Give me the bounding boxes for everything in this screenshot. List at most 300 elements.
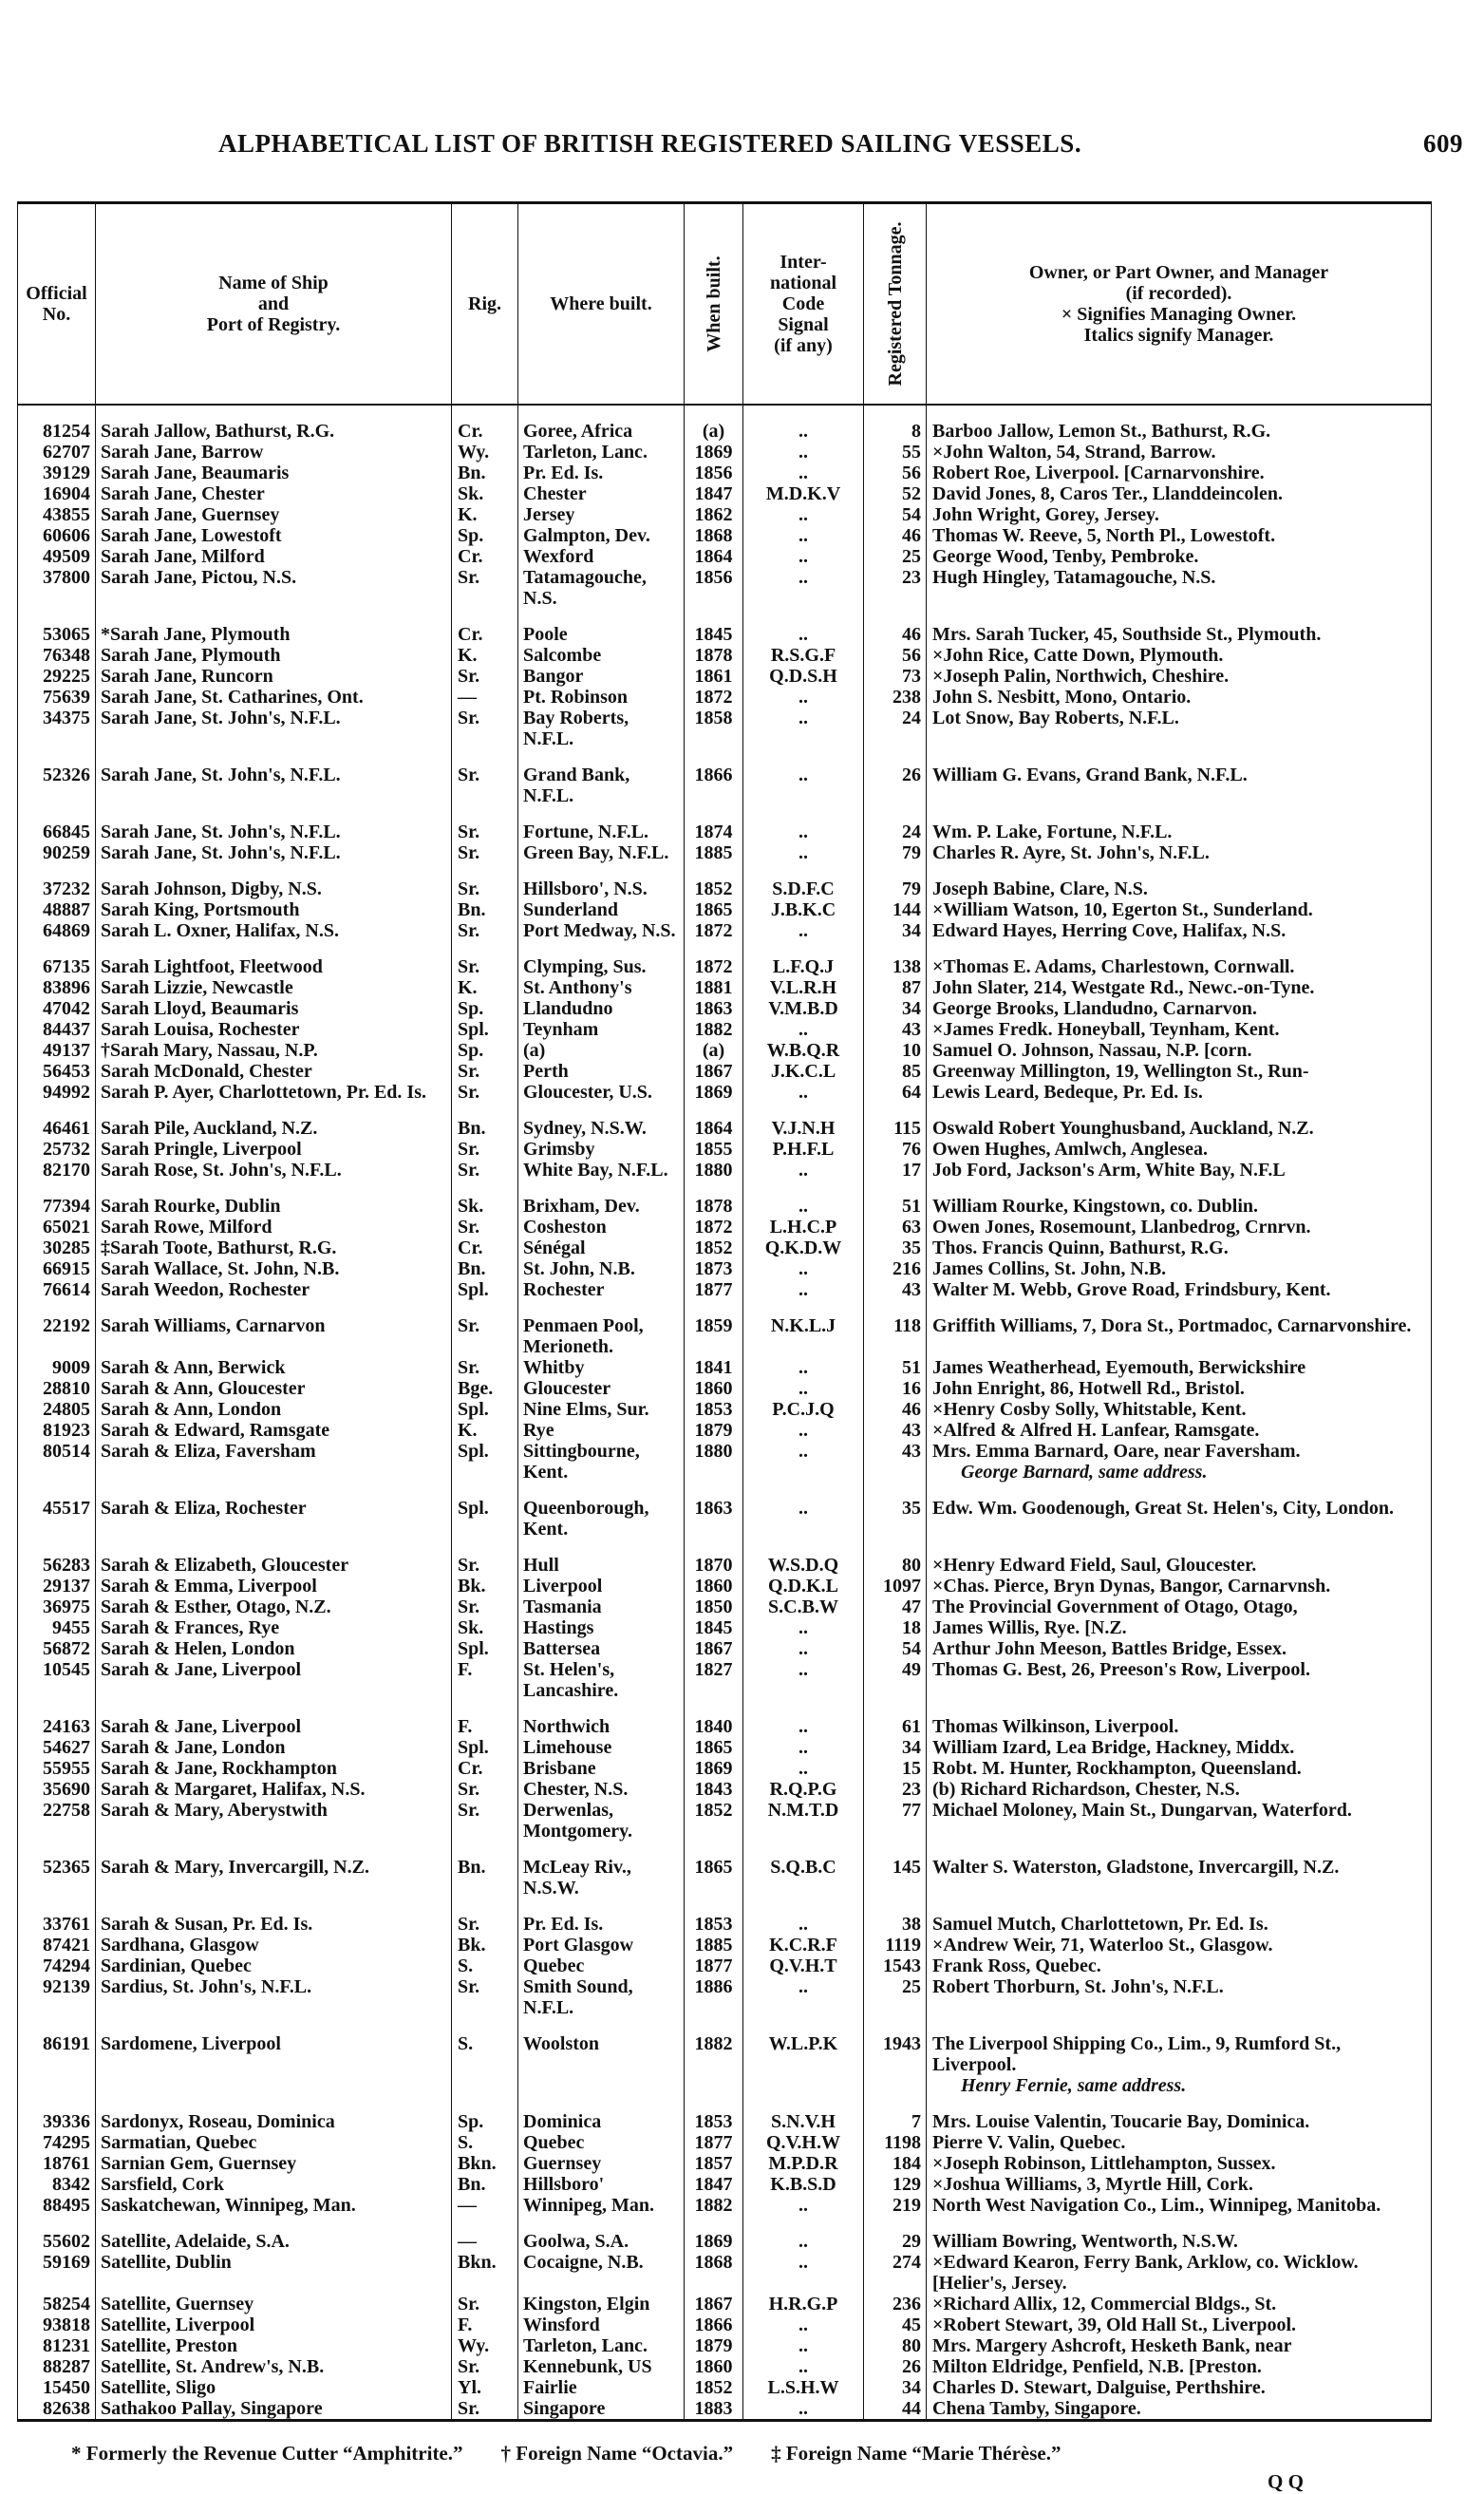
tonnage-text: 35 bbox=[902, 1498, 921, 1519]
cell-owner bbox=[927, 1196, 1432, 1217]
cell-ship-name bbox=[96, 624, 452, 645]
cell-where-built bbox=[518, 879, 685, 899]
owner-text: Michael Moloney, Main St., Dungarvan, Waterford. bbox=[932, 1800, 1352, 1821]
tonnage-text: 56 bbox=[902, 645, 921, 666]
cell-ship-name bbox=[96, 1279, 452, 1315]
code-signal-text: J.B.K.C bbox=[770, 899, 836, 920]
cell-rig bbox=[452, 822, 518, 842]
cell-code-signal bbox=[743, 1315, 864, 1357]
rig-text: Spl. bbox=[458, 1399, 489, 1420]
cell-where-built bbox=[518, 1118, 685, 1139]
official-number-text: 49137 bbox=[43, 1040, 90, 1061]
owner-text: James Weatherhead, Eyemouth, Berwickshire bbox=[932, 1357, 1306, 1378]
cell-rig bbox=[452, 1857, 518, 1914]
code-signal-text: .. bbox=[798, 920, 808, 941]
code-signal-text: .. bbox=[798, 1357, 808, 1378]
cell-code-signal bbox=[743, 1061, 864, 1082]
owner-text: ×Robert Stewart, 39, Old Hall St., Liverpool. bbox=[932, 2315, 1297, 2335]
table-row bbox=[18, 1082, 1432, 1118]
footnotes bbox=[71, 2441, 1446, 2466]
code-signal-text: L.H.C.P bbox=[769, 1217, 837, 1238]
cell-when-built bbox=[685, 2231, 743, 2252]
tonnage-text: 80 bbox=[902, 1555, 921, 1576]
cell-code-signal bbox=[743, 1160, 864, 1196]
cell-official-number bbox=[18, 405, 96, 442]
rig-text: Sr. bbox=[458, 2294, 480, 2315]
official-number-text: 29137 bbox=[43, 1576, 90, 1597]
when-built-text: 1878 bbox=[694, 645, 733, 666]
cell-when-built bbox=[685, 879, 743, 899]
code-signal-text: N.K.L.J bbox=[770, 1315, 836, 1336]
cell-tonnage bbox=[864, 1040, 927, 1061]
cell-owner bbox=[927, 1779, 1432, 1800]
where-built-text: Grimsby bbox=[523, 1139, 595, 1160]
where-built-text: Tatamagouche, N.S. bbox=[523, 567, 647, 609]
cell-when-built bbox=[685, 687, 743, 708]
ship-name-text: Sarah Jane, St. Catharines, Ont. bbox=[101, 687, 364, 708]
cell-ship-name bbox=[96, 1420, 452, 1441]
cell-code-signal bbox=[743, 1638, 864, 1659]
table-row bbox=[18, 504, 1432, 525]
cell-ship-name bbox=[96, 1716, 452, 1737]
cell-ship-name bbox=[96, 1617, 452, 1638]
official-number-text: 86191 bbox=[43, 2033, 90, 2054]
cell-tonnage bbox=[864, 2398, 927, 2421]
ship-name-text: Sarah & Ann, London bbox=[101, 1399, 282, 1420]
cell-ship-name bbox=[96, 525, 452, 546]
cell-when-built bbox=[685, 483, 743, 504]
code-signal-text: .. bbox=[798, 1659, 808, 1680]
cell-owner bbox=[927, 1617, 1432, 1638]
cell-code-signal bbox=[743, 879, 864, 899]
cell-tonnage bbox=[864, 1279, 927, 1315]
owner-text: Pierre V. Valin, Quebec. bbox=[932, 2132, 1126, 2153]
cell-ship-name bbox=[96, 1238, 452, 1258]
owner-text: ×Andrew Weir, 71, Waterloo St., Glasgow. bbox=[932, 1935, 1273, 1956]
cell-official-number bbox=[18, 1956, 96, 1976]
rig-text: Sp. bbox=[458, 525, 484, 546]
ship-name-text: ‡Sarah Toote, Bathurst, R.G. bbox=[101, 1238, 337, 1258]
cell-official-number bbox=[18, 1716, 96, 1737]
tonnage-text: 29 bbox=[902, 2231, 921, 2252]
tonnage-text: 10 bbox=[902, 1040, 921, 1061]
code-signal-text: V.L.R.H bbox=[769, 977, 837, 998]
cell-ship-name bbox=[96, 842, 452, 879]
cell-official-number bbox=[18, 525, 96, 546]
cell-where-built bbox=[518, 1217, 685, 1238]
cell-owner bbox=[927, 624, 1432, 645]
cell-where-built bbox=[518, 1196, 685, 1217]
tonnage-text: 79 bbox=[902, 879, 921, 899]
cell-tonnage bbox=[864, 1800, 927, 1857]
cell-official-number bbox=[18, 998, 96, 1019]
cell-owner bbox=[927, 1555, 1432, 1576]
cell-ship-name bbox=[96, 442, 452, 463]
official-number-text: 81254 bbox=[43, 421, 90, 442]
cell-when-built bbox=[685, 1758, 743, 1779]
tonnage-text: 64 bbox=[902, 1082, 921, 1103]
cell-official-number bbox=[18, 567, 96, 624]
cell-owner bbox=[927, 879, 1432, 899]
ship-name-text: Sarah & Emma, Liverpool bbox=[101, 1576, 317, 1597]
tonnage-text: 55 bbox=[902, 442, 921, 463]
cell-tonnage bbox=[864, 1315, 927, 1357]
cell-official-number bbox=[18, 708, 96, 765]
cell-ship-name bbox=[96, 1857, 452, 1914]
official-number-text: 75639 bbox=[43, 687, 90, 708]
when-built-text: 1872 bbox=[694, 956, 733, 977]
cell-tonnage bbox=[864, 1597, 927, 1617]
cell-when-built bbox=[685, 567, 743, 624]
where-built-text: Jersey bbox=[523, 504, 575, 525]
cell-where-built bbox=[518, 546, 685, 567]
owner-text: Arthur John Meeson, Battles Bridge, Essex. bbox=[932, 1638, 1287, 1659]
ship-name-text: Sarah Rourke, Dublin bbox=[101, 1196, 281, 1217]
cell-owner bbox=[927, 1976, 1432, 2033]
cell-code-signal bbox=[743, 2033, 864, 2111]
owner-text: ×Edward Kearon, Ferry Bank, Arklow, co. Wicklow. [Helier's, Jersey. bbox=[932, 2252, 1359, 2294]
cell-code-signal bbox=[743, 2132, 864, 2153]
where-built-text: Sunderland bbox=[523, 899, 619, 920]
cell-rig bbox=[452, 1441, 518, 1498]
cell-tonnage bbox=[864, 463, 927, 483]
table-row bbox=[18, 1976, 1432, 2033]
ship-name-text: Sarah Jane, Chester bbox=[101, 483, 265, 504]
cell-ship-name bbox=[96, 1800, 452, 1857]
cell-official-number bbox=[18, 1441, 96, 1498]
cell-tonnage bbox=[864, 2231, 927, 2252]
cell-ship-name bbox=[96, 1779, 452, 1800]
when-built-text: 1867 bbox=[694, 1061, 733, 1082]
cell-when-built bbox=[685, 1061, 743, 1082]
cell-rig bbox=[452, 1315, 518, 1357]
table-row bbox=[18, 1196, 1432, 1217]
code-signal-text: K.C.R.F bbox=[769, 1935, 837, 1956]
cell-code-signal bbox=[743, 977, 864, 998]
cell-where-built bbox=[518, 1935, 685, 1956]
footnote-dagger: † Foreign Name “Octavia.” bbox=[500, 2442, 734, 2465]
tonnage-text: 236 bbox=[892, 2294, 921, 2315]
header-when-built bbox=[685, 203, 743, 406]
table-row bbox=[18, 687, 1432, 708]
cell-code-signal bbox=[743, 899, 864, 920]
table-row bbox=[18, 2174, 1432, 2195]
rig-text: Bkn. bbox=[458, 2153, 497, 2174]
cell-tonnage bbox=[864, 956, 927, 977]
cell-ship-name bbox=[96, 1258, 452, 1279]
cell-code-signal bbox=[743, 1258, 864, 1279]
cell-tonnage bbox=[864, 2377, 927, 2398]
cell-official-number bbox=[18, 645, 96, 666]
cell-official-number bbox=[18, 765, 96, 822]
cell-where-built bbox=[518, 2174, 685, 2195]
when-built-text: 1860 bbox=[694, 1378, 733, 1399]
table-row bbox=[18, 2111, 1432, 2132]
cell-official-number bbox=[18, 2132, 96, 2153]
cell-ship-name bbox=[96, 1498, 452, 1555]
rig-text: Sk. bbox=[458, 1617, 484, 1638]
cell-rig bbox=[452, 1040, 518, 1061]
tonnage-text: 43 bbox=[902, 1279, 921, 1300]
cell-code-signal bbox=[743, 1857, 864, 1914]
table-row bbox=[18, 546, 1432, 567]
cell-official-number bbox=[18, 1040, 96, 1061]
cell-rig bbox=[452, 2033, 518, 2111]
official-number-text: 22192 bbox=[43, 1315, 90, 1336]
ship-name-text: Sarah Wallace, St. John, N.B. bbox=[101, 1258, 340, 1279]
cell-owner bbox=[927, 2252, 1432, 2294]
cell-where-built bbox=[518, 2111, 685, 2132]
ship-name-text: Sarah Lightfoot, Fleetwood bbox=[101, 956, 323, 977]
cell-when-built bbox=[685, 1935, 743, 1956]
where-built-text: Brixham, Dev. bbox=[523, 1196, 640, 1217]
cell-where-built bbox=[518, 899, 685, 920]
ship-name-text: Satellite, Adelaide, S.A. bbox=[101, 2231, 290, 2252]
table-row bbox=[18, 1758, 1432, 1779]
header-owner-line: Italics signify Manager. bbox=[1083, 325, 1274, 346]
rig-text: S. bbox=[458, 2033, 474, 2054]
when-built-text: 1882 bbox=[694, 1019, 733, 1040]
cell-rig bbox=[452, 1914, 518, 1935]
where-built-text: Quebec bbox=[523, 1956, 585, 1976]
cell-where-built bbox=[518, 1956, 685, 1976]
where-built-text: Singapore bbox=[523, 2398, 606, 2419]
header-code-line: (if any) bbox=[774, 335, 833, 356]
table-row bbox=[18, 1279, 1432, 1315]
cell-where-built bbox=[518, 1498, 685, 1555]
cell-code-signal bbox=[743, 1597, 864, 1617]
code-signal-text: S.N.V.H bbox=[771, 2111, 836, 2132]
cell-when-built bbox=[685, 1420, 743, 1441]
cell-official-number bbox=[18, 2335, 96, 2356]
when-built-text: 1869 bbox=[694, 1758, 733, 1779]
cell-owner bbox=[927, 2195, 1432, 2231]
owner-text: Samuel O. Johnson, Nassau, N.P. [corn. bbox=[932, 1040, 1252, 1061]
owner-text: The Provincial Government of Otago, Otago, bbox=[932, 1597, 1298, 1617]
cell-ship-name bbox=[96, 2252, 452, 2294]
official-number-text: 67135 bbox=[43, 956, 90, 977]
tonnage-text: 79 bbox=[902, 842, 921, 863]
table-row bbox=[18, 1139, 1432, 1160]
owner-text: ×William Watson, 10, Egerton St., Sunderland. bbox=[932, 899, 1313, 920]
cell-tonnage bbox=[864, 879, 927, 899]
where-built-text: Chester bbox=[523, 483, 587, 504]
when-built-text: 1873 bbox=[694, 1258, 733, 1279]
cell-when-built bbox=[685, 1279, 743, 1315]
rig-text: Sr. bbox=[458, 1800, 480, 1821]
owner-text: ×Alfred & Alfred H. Lanfear, Ramsgate. bbox=[932, 1420, 1260, 1441]
official-number-text: 45517 bbox=[43, 1498, 90, 1519]
cell-ship-name bbox=[96, 1976, 452, 2033]
cell-when-built bbox=[685, 1315, 743, 1357]
rig-text: Sr. bbox=[458, 765, 480, 785]
where-built-text: (a) bbox=[523, 1040, 546, 1061]
official-number-text: 30285 bbox=[43, 1238, 90, 1258]
owner-text: Robert Thorburn, St. John's, N.F.L. bbox=[932, 1976, 1224, 1997]
cell-where-built bbox=[518, 1420, 685, 1441]
cell-when-built bbox=[685, 2033, 743, 2111]
cell-tonnage bbox=[864, 1617, 927, 1638]
rig-text: Sr. bbox=[458, 1315, 480, 1336]
cell-code-signal bbox=[743, 920, 864, 956]
owner-text: ×John Rice, Catte Down, Plymouth. bbox=[932, 645, 1224, 666]
cell-tonnage bbox=[864, 2111, 927, 2132]
cell-code-signal bbox=[743, 1576, 864, 1597]
code-signal-text: .. bbox=[798, 442, 808, 463]
cell-when-built bbox=[685, 666, 743, 687]
cell-official-number bbox=[18, 1019, 96, 1040]
cell-ship-name bbox=[96, 1139, 452, 1160]
cell-rig bbox=[452, 2195, 518, 2231]
cell-code-signal bbox=[743, 2335, 864, 2356]
cell-rig bbox=[452, 1399, 518, 1420]
ship-name-text: Sarah Jane, St. John's, N.F.L. bbox=[101, 765, 341, 785]
owner-text: Lot Snow, Bay Roberts, N.F.L. bbox=[932, 708, 1179, 728]
cell-rig bbox=[452, 765, 518, 822]
cell-owner bbox=[927, 2231, 1432, 2252]
code-signal-text: .. bbox=[798, 1160, 808, 1181]
table-row bbox=[18, 2033, 1432, 2111]
where-built-text: Tarleton, Lanc. bbox=[523, 442, 648, 463]
cell-tonnage bbox=[864, 1061, 927, 1082]
cell-owner bbox=[927, 504, 1432, 525]
manager-text: Henry Fernie, same address. bbox=[961, 2075, 1187, 2096]
cell-when-built bbox=[685, 899, 743, 920]
ship-name-text: Sarah Jane, Guernsey bbox=[101, 504, 280, 525]
cell-when-built bbox=[685, 2335, 743, 2356]
cell-tonnage bbox=[864, 1576, 927, 1597]
tonnage-text: 216 bbox=[892, 1258, 921, 1279]
cell-code-signal bbox=[743, 1976, 864, 2033]
table-row bbox=[18, 1217, 1432, 1238]
cell-owner bbox=[927, 463, 1432, 483]
ship-name-text: Sarah Jane, St. John's, N.F.L. bbox=[101, 708, 341, 728]
owner-text: Barboo Jallow, Lemon St., Bathurst, R.G. bbox=[932, 421, 1271, 442]
cell-owner bbox=[927, 708, 1432, 765]
official-number-text: 53065 bbox=[43, 624, 90, 645]
cell-rig bbox=[452, 2231, 518, 2252]
code-signal-text: .. bbox=[798, 1716, 808, 1737]
official-number-text: 10545 bbox=[43, 1659, 90, 1680]
table-row bbox=[18, 842, 1432, 879]
cell-when-built bbox=[685, 442, 743, 463]
cell-code-signal bbox=[743, 1040, 864, 1061]
cell-ship-name bbox=[96, 1315, 452, 1357]
cell-when-built bbox=[685, 2252, 743, 2294]
header-code-line: Inter- bbox=[780, 252, 827, 273]
ship-name-text: Sarah Weedon, Rochester bbox=[101, 1279, 310, 1300]
tonnage-text: 23 bbox=[902, 1779, 921, 1800]
cell-official-number bbox=[18, 1976, 96, 2033]
rig-text: Bn. bbox=[458, 1857, 486, 1878]
rig-text: Sr. bbox=[458, 1779, 480, 1800]
cell-where-built bbox=[518, 1378, 685, 1399]
where-built-text: Winnipeg, Man. bbox=[523, 2195, 654, 2216]
header-owner-line: (if recorded). bbox=[1125, 283, 1232, 304]
where-built-text: Goolwa, S.A. bbox=[523, 2231, 629, 2252]
cell-owner bbox=[927, 666, 1432, 687]
tonnage-text: 1198 bbox=[884, 2132, 921, 2153]
ship-name-text: Satellite, Preston bbox=[101, 2335, 238, 2356]
cell-ship-name bbox=[96, 2294, 452, 2315]
when-built-text: 1872 bbox=[694, 687, 733, 708]
cell-code-signal bbox=[743, 1217, 864, 1238]
tonnage-text: 51 bbox=[902, 1196, 921, 1217]
rig-text: Bn. bbox=[458, 899, 486, 920]
cell-where-built bbox=[518, 977, 685, 998]
official-number-text: 52365 bbox=[43, 1857, 90, 1878]
owner-text: ×Henry Edward Field, Saul, Gloucester. bbox=[932, 1555, 1257, 1576]
when-built-text: 1867 bbox=[694, 1638, 733, 1659]
rig-text: Yl. bbox=[458, 2377, 481, 2398]
code-signal-text: P.C.J.Q bbox=[772, 1399, 835, 1420]
cell-tonnage bbox=[864, 1139, 927, 1160]
official-number-text: 80514 bbox=[43, 1441, 90, 1462]
cell-official-number bbox=[18, 1659, 96, 1716]
cell-ship-name bbox=[96, 1737, 452, 1758]
cell-rig bbox=[452, 1800, 518, 1857]
cell-tonnage bbox=[864, 1019, 927, 1040]
cell-when-built bbox=[685, 1441, 743, 1498]
official-number-text: 39129 bbox=[43, 463, 90, 483]
cell-rig bbox=[452, 687, 518, 708]
ship-name-text: Sarah Jane, St. John's, N.F.L. bbox=[101, 822, 341, 842]
table-row bbox=[18, 1857, 1432, 1914]
owner-text: Owen Hughes, Amlwch, Anglesea. bbox=[932, 1139, 1209, 1160]
code-signal-text: .. bbox=[798, 421, 808, 442]
tonnage-text: 24 bbox=[902, 708, 921, 728]
rig-text: Sr. bbox=[458, 2398, 480, 2419]
tonnage-text: 129 bbox=[892, 2174, 921, 2195]
rig-text: Spl. bbox=[458, 1638, 489, 1659]
cell-ship-name bbox=[96, 1914, 452, 1935]
code-signal-text: .. bbox=[798, 2252, 808, 2273]
code-signal-text: .. bbox=[798, 1914, 808, 1935]
cell-tonnage bbox=[864, 1118, 927, 1139]
cell-owner bbox=[927, 842, 1432, 879]
when-built-text: 1856 bbox=[694, 567, 733, 588]
code-signal-text: V.J.N.H bbox=[771, 1118, 836, 1139]
tonnage-text: 26 bbox=[902, 765, 921, 785]
cell-tonnage bbox=[864, 977, 927, 998]
code-signal-text: .. bbox=[798, 2315, 808, 2335]
when-built-text: 1852 bbox=[694, 879, 733, 899]
ship-name-text: Sarah Jane, Lowestoft bbox=[101, 525, 282, 546]
cell-official-number bbox=[18, 463, 96, 483]
cell-when-built bbox=[685, 842, 743, 879]
when-built-text: 1856 bbox=[694, 463, 733, 483]
where-built-text: White Bay, N.F.L. bbox=[523, 1160, 668, 1181]
cell-ship-name bbox=[96, 2398, 452, 2421]
code-signal-text: .. bbox=[798, 2335, 808, 2356]
rig-text: Cr. bbox=[458, 421, 483, 442]
official-number-text: 9009 bbox=[52, 1357, 90, 1378]
ship-name-text: Sarah & Mary, Invercargill, N.Z. bbox=[101, 1857, 369, 1878]
cell-tonnage bbox=[864, 1638, 927, 1659]
cell-owner bbox=[927, 1800, 1432, 1857]
cell-rig bbox=[452, 2315, 518, 2335]
rig-text: Cr. bbox=[458, 624, 483, 645]
cell-when-built bbox=[685, 1258, 743, 1279]
cell-when-built bbox=[685, 998, 743, 1019]
rig-text: Sp. bbox=[458, 2111, 484, 2132]
cell-owner bbox=[927, 998, 1432, 1019]
cell-code-signal bbox=[743, 463, 864, 483]
cell-official-number bbox=[18, 2315, 96, 2335]
cell-ship-name bbox=[96, 1758, 452, 1779]
cell-official-number bbox=[18, 1576, 96, 1597]
where-built-text: Woolston bbox=[523, 2033, 600, 2054]
